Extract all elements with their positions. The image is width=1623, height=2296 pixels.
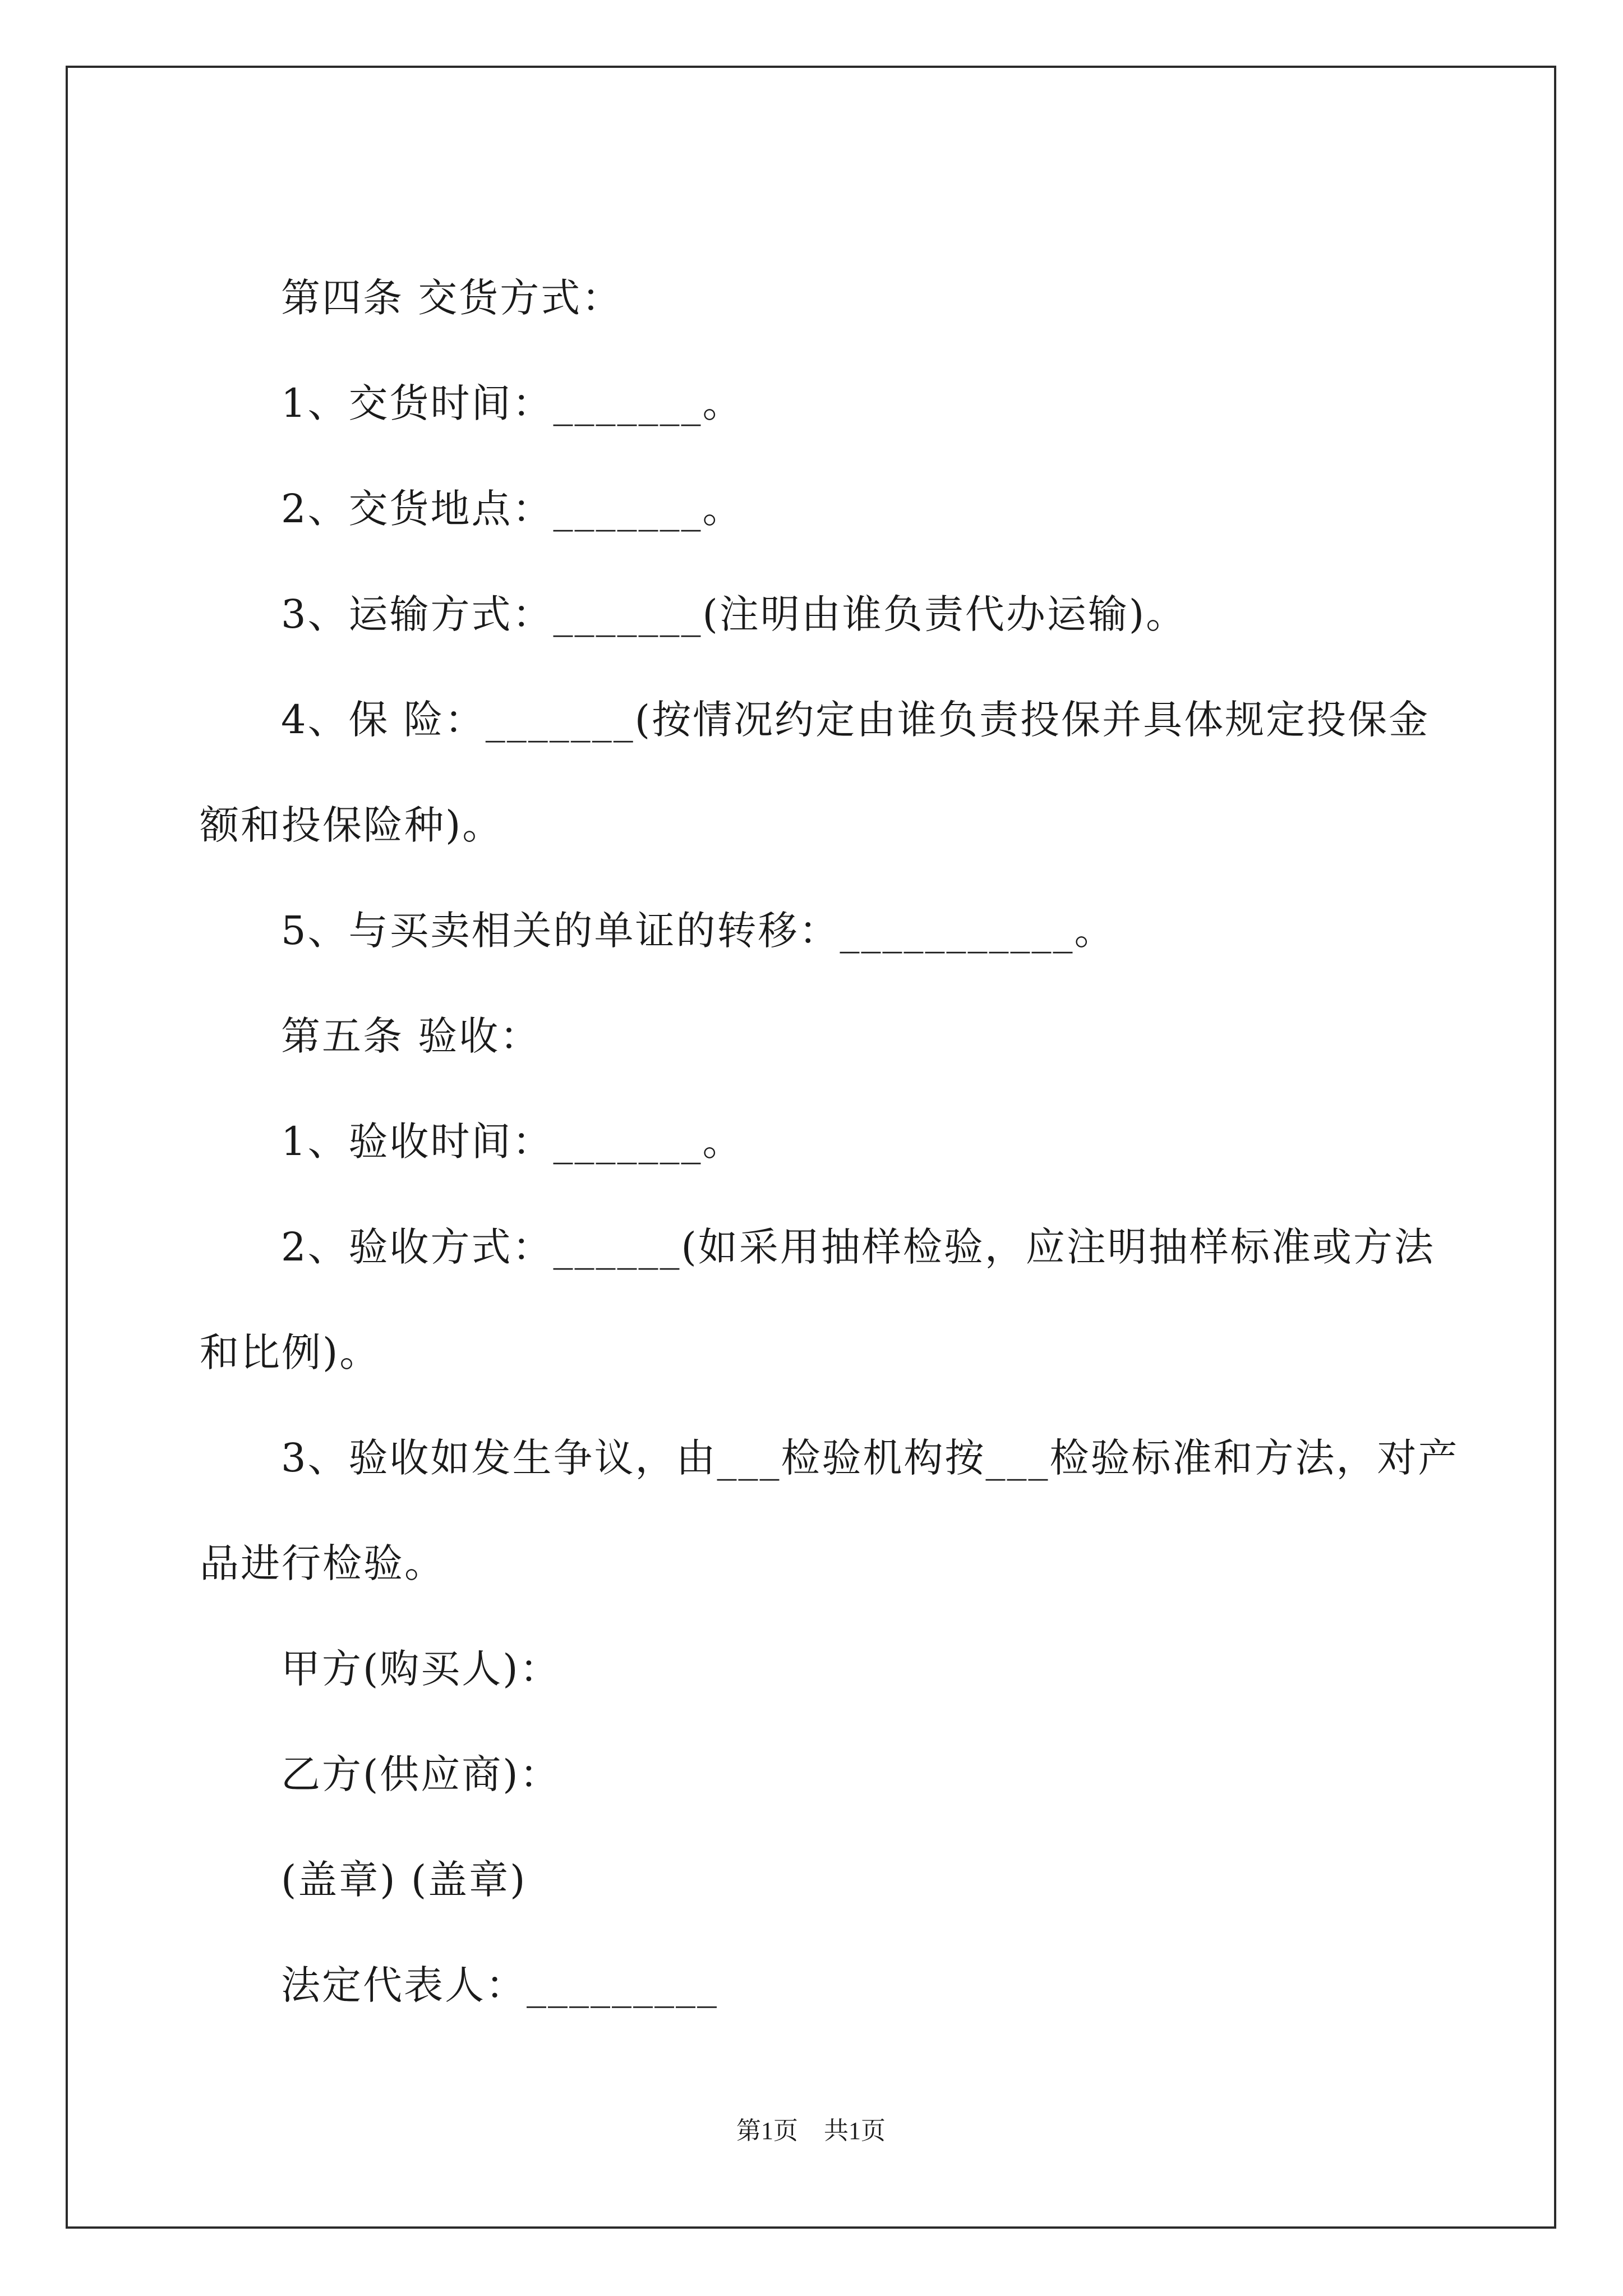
dispute-line-continued: 品进行检验。 <box>200 1540 445 1586</box>
page-frame <box>66 66 1556 2229</box>
page-footer <box>68 2114 1554 2148</box>
legal-representative-line: 法定代表人：_________ <box>281 1962 718 2008</box>
delivery-place-line: 2、交货地点：_______。 <box>281 486 744 532</box>
insurance-line-continued: 额和投保险种)。 <box>200 802 504 848</box>
seal-line: (盖章) (盖章) <box>281 1857 527 1903</box>
article-4-heading: 第四条 交货方式： <box>281 275 623 321</box>
inspection-time-line: 1、验收时间：_______。 <box>281 1119 744 1165</box>
dispute-line: 3、验收如发生争议，由___检验机构按___检验标准和方法，对产 <box>281 1435 1459 1481</box>
insurance-line: 4、保 险：_______(按情况约定由谁负责投保并具体规定投保金 <box>281 697 1430 743</box>
documents-transfer-line: 5、与买卖相关的单证的转移：___________。 <box>281 908 1115 954</box>
article-5-heading: 第五条 验收： <box>281 1013 541 1059</box>
page-current: 第1页 <box>736 2117 798 2145</box>
inspection-method-line: 2、验收方式：______(如采用抽样检验，应注明抽样标准或方法 <box>281 1224 1435 1270</box>
transport-method-line: 3、运输方式：_______(注明由谁负责代办运输)。 <box>281 591 1187 637</box>
party-b-line: 乙方(供应商)： <box>281 1751 561 1797</box>
party-a-line: 甲方(购买人)： <box>281 1646 561 1692</box>
page-total: 共1页 <box>824 2117 886 2145</box>
inspection-method-line-continued: 和比例)。 <box>200 1329 381 1375</box>
delivery-time-line: 1、交货时间：_______。 <box>281 380 744 426</box>
